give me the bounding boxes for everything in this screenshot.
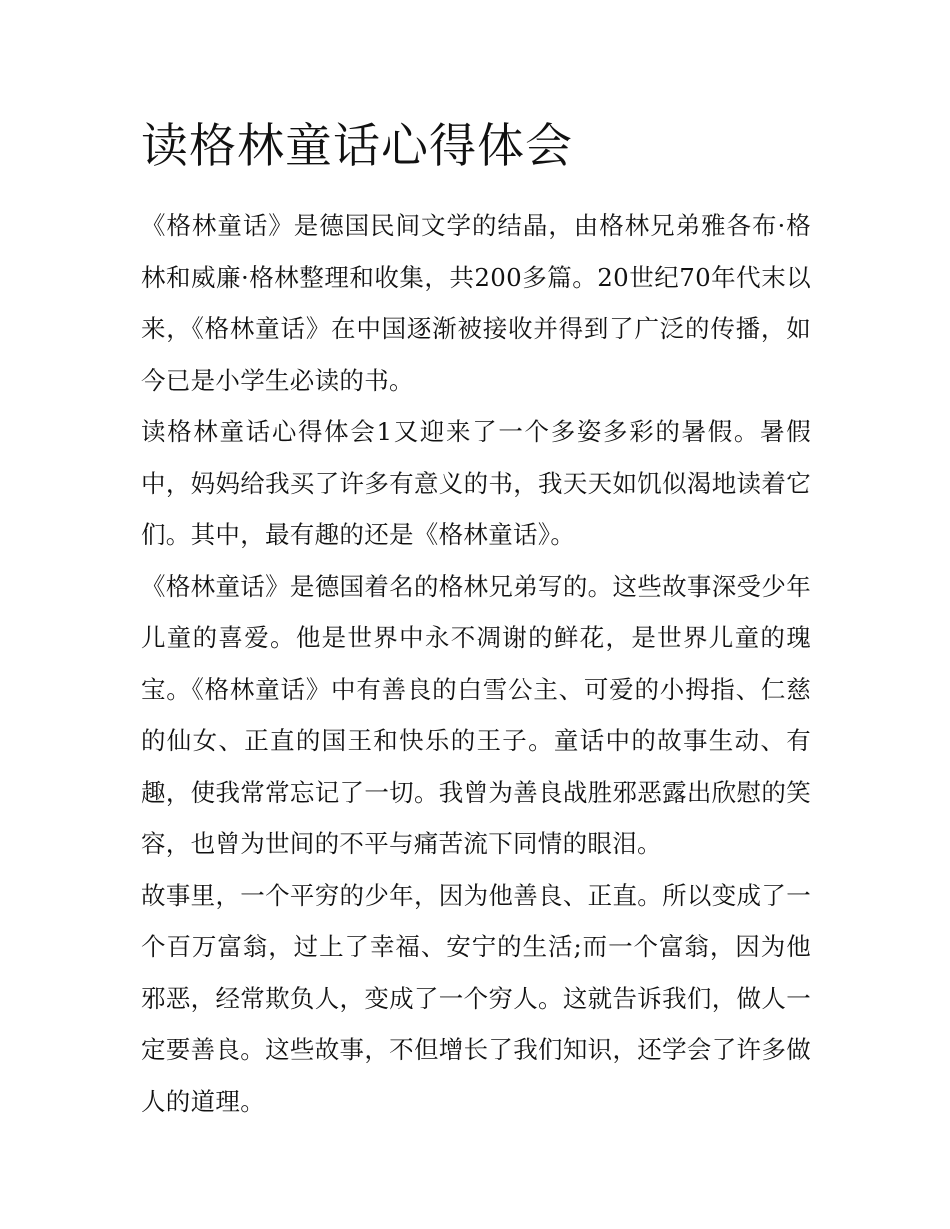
paragraph-fairy-tale-characters: 《格林童话》是德国着名的格林兄弟写的。这些故事深受少年儿童的喜爱。他是世界中永不凋谢的鲜花，是世界儿童的瑰宝。《格林童话》中有善良的白雪公主、可爱的小拇指、仁慈的仙女、正直的国王和快乐的王子。童话中的故事生动、有趣，使我常常忘记了一切。我曾为善良战胜邪恶露出欣慰的笑容，也曾为世间的不平与痛苦流下同情的眼泪。	[141, 571, 811, 858]
document-page	[141, 112, 811, 1127]
paragraph-summer-reading: 读格林童话心得体会1又迎来了一个多姿多彩的暑假。暑假中，妈妈给我买了许多有意义的书，我天天如饥似渴地读着它们。其中，最有趣的还是《格林童话》。	[141, 417, 811, 549]
paragraph-moral-lesson: 故事里，一个平穷的少年，因为他善良、正直。所以变成了一个百万富翁，过上了幸福、安宁的生活;而一个富翁，因为他邪恶，经常欺负人，变成了一个穷人。这就告诉我们，做人一定要善良。这些故事，不但增长了我们知识，还学会了许多做人的道理。	[141, 880, 811, 1116]
document-title: 读格林童话心得体会	[141, 119, 573, 174]
paragraph-intro: 《格林童话》是德国民间文学的结晶，由格林兄弟雅各布·格林和威廉·格林整理和收集，共200多篇。20世纪70年代末以来，《格林童话》在中国逐渐被接收并得到了广泛的传播，如今已是小学生必读的书。	[141, 211, 811, 395]
